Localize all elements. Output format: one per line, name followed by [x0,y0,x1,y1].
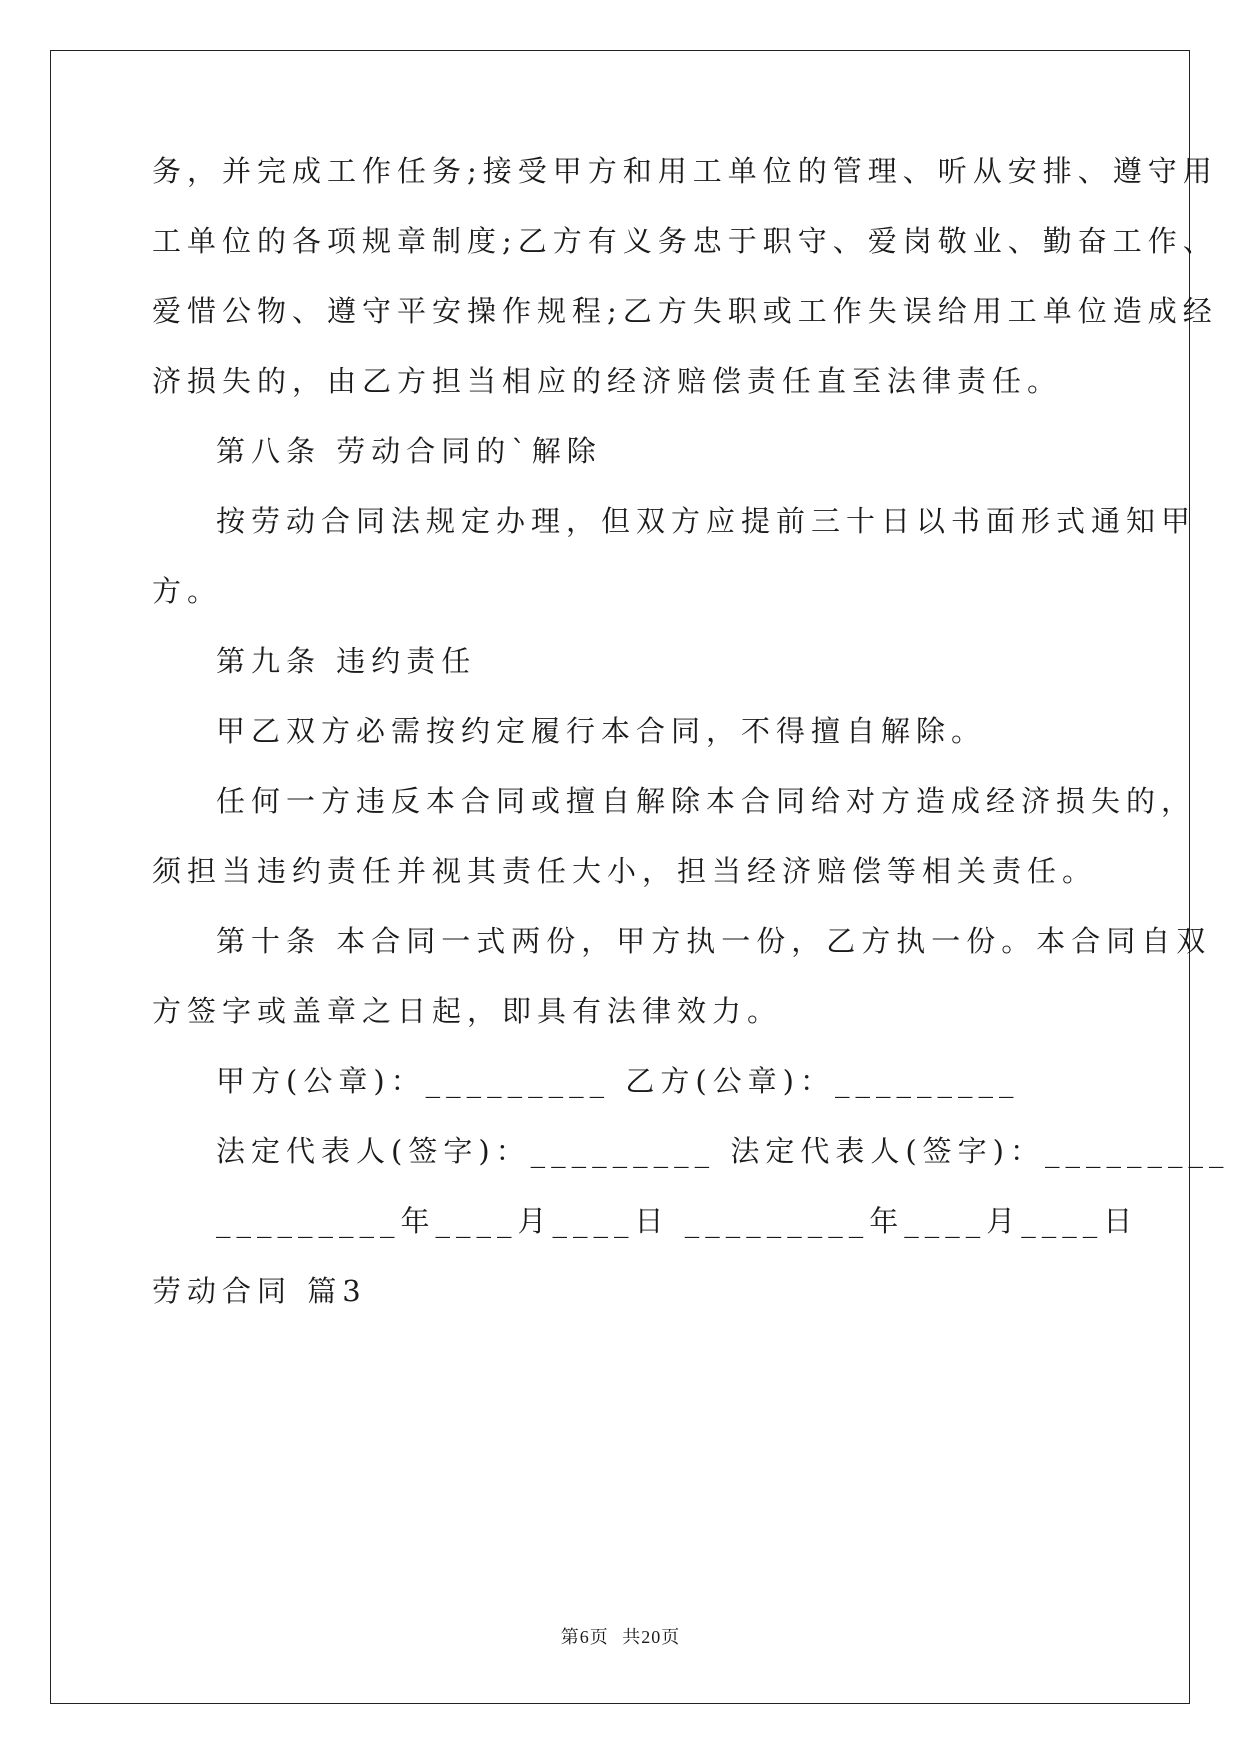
page-footer [0,1623,1241,1649]
paragraph-line: 按劳动合同法规定办理，但双方应提前三十日以书面形式通知甲 [216,504,1197,538]
page-number: 第6页 [560,1627,609,1647]
page-total: 共20页 [622,1627,681,1647]
signature-line: 法定代表人(签字)：_________ 法定代表人(签字)：_________ [216,1134,1230,1168]
date-line: _________年____月____日 _________年____月____日 [216,1204,1139,1238]
section-heading-9: 第九条 违约责任 [216,644,477,678]
paragraph-line: 工单位的各项规章制度;乙方有义务忠于职守、爱岗敬业、勤奋工作、 [152,224,1218,258]
paragraph-line: 甲乙双方必需按约定履行本合同，不得擅自解除。 [216,714,987,748]
paragraph-line: 爱惜公物、遵守平安操作规程;乙方失职或工作失误给用工单位造成经 [152,294,1218,328]
paragraph-line: 方。 [152,574,223,608]
paragraph-line: 方签字或盖章之日起，即具有法律效力。 [152,994,783,1028]
article-title: 劳动合同 篇3 [152,1274,367,1308]
section-heading-8: 第八条 劳动合同的`解除 [216,434,602,468]
section-heading-10: 第十条 本合同一式两份，甲方执一份，乙方执一份。本合同自双 [216,924,1212,958]
paragraph-line: 务，并完成工作任务;接受甲方和用工单位的管理、听从安排、遵守用 [152,154,1218,188]
paragraph-line: 须担当违约责任并视其责任大小，担当经济赔偿等相关责任。 [152,854,1098,888]
paragraph-line: 济损失的，由乙方担当相应的经济赔偿责任直至法律责任。 [152,364,1063,398]
paragraph-line: 任何一方违反本合同或擅自解除本合同给对方造成经济损失的， [216,784,1197,818]
seal-line: 甲方(公章)：_________ 乙方(公章)：_________ [216,1064,1020,1098]
